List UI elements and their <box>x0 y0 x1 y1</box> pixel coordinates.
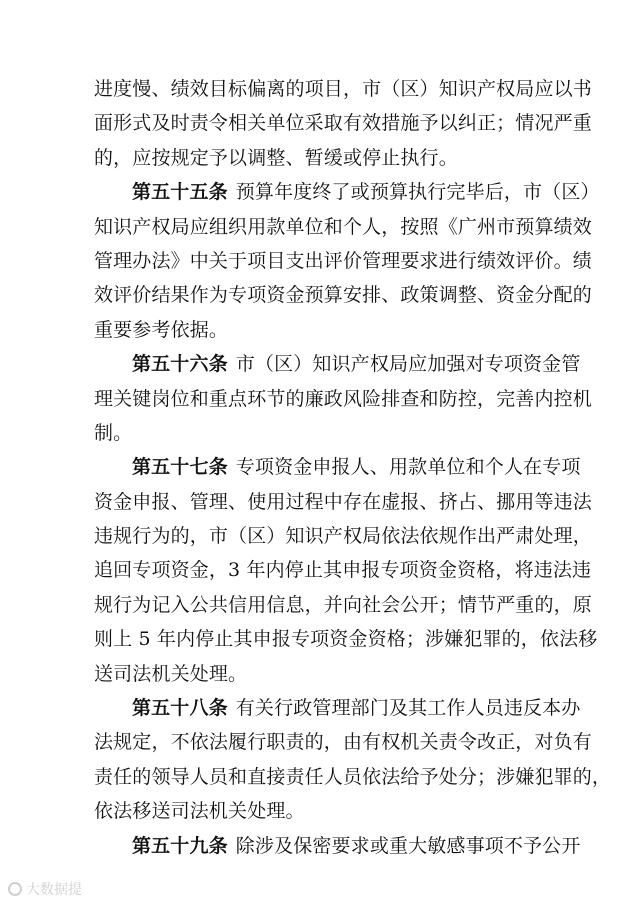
line-text: 责任的领导人员和直接责任人员依法给予处分；涉嫌犯罪的， <box>94 765 612 788</box>
line-text: 市（区）知识产权局应加强对专项资金管 <box>235 353 581 376</box>
article-first-line <box>94 347 581 381</box>
article-number: 第五十六条 <box>132 353 228 376</box>
text-line <box>94 278 592 312</box>
line-text: 追回专项资金，3 年内停止其申报专项资金资格，将违法违 <box>94 559 592 582</box>
line-text: 重要参考依据。 <box>94 318 229 341</box>
line-text: 理关键岗位和重点环节的廉政风险排查和防控，完善内控机 <box>94 387 592 410</box>
article-number: 第五十五条 <box>132 181 228 204</box>
line-text: 有关行政管理部门及其工作人员违反本办 <box>235 697 581 720</box>
line-text: 预算年度终了或预算执行完毕后，市（区） <box>235 181 600 204</box>
text-line <box>94 244 592 278</box>
line-text: 资金申报、管理、使用过程中存在虚报、挤占、挪用等违法 <box>94 490 592 513</box>
line-text: 的，应按规定予以调整、暂缓或停止执行。 <box>94 146 458 169</box>
watermark-logo-icon <box>8 882 22 896</box>
text-line <box>94 72 592 106</box>
article-first-line <box>94 450 581 484</box>
line-text: 法规定，不依法履行职责的，由有权机关责令改正，对负有 <box>94 731 592 754</box>
article-first-line <box>94 829 581 863</box>
text-line <box>94 794 554 828</box>
line-text: 专项资金申报人、用款单位和个人在专项 <box>235 456 581 479</box>
watermark-text: 大数据提 <box>26 882 82 898</box>
line-text: 违规行为的，市（区）知识产权局依法依规作出严肃处理， <box>94 525 592 548</box>
text-line <box>94 760 612 794</box>
text-line <box>94 519 592 553</box>
line-text: 知识产权局应组织用款单位和个人，按照《广州市预算绩效 <box>94 215 592 238</box>
article-number: 第五十七条 <box>132 456 228 479</box>
text-line <box>94 106 592 140</box>
text-line <box>94 725 592 759</box>
line-text: 效评价结果作为专项资金预算安排、政策调整、资金分配的 <box>94 284 592 307</box>
line-text: 依法移送司法机关处理。 <box>94 800 305 823</box>
text-line <box>94 588 592 622</box>
line-text: 则上 5 年内停止其申报专项资金资格；涉嫌犯罪的，依法移 <box>94 628 598 651</box>
line-text: 管理办法》中关于项目支出评价管理要求进行绩效评价。绩 <box>94 249 592 272</box>
text-line <box>94 416 554 450</box>
text-line <box>94 382 592 416</box>
article-first-line <box>94 691 581 725</box>
article-number: 第五十八条 <box>132 697 228 720</box>
text-line <box>94 657 554 691</box>
line-text: 进度慢、绩效目标偏离的项目，市（区）知识产权局应以书 <box>94 78 592 100</box>
line-text: 规行为记入公共信用信息，并向社会公开；情节严重的，原 <box>94 593 592 616</box>
line-text: 面形式及时责令相关单位采取有效措施予以纠正；情况严重 <box>94 112 592 135</box>
text-line <box>94 141 554 175</box>
watermark <box>8 879 82 899</box>
text-line <box>94 210 592 244</box>
text-line <box>94 313 554 347</box>
text-line <box>94 485 592 519</box>
text-line <box>94 553 592 587</box>
text-line <box>94 622 598 656</box>
line-text: 制。 <box>94 421 133 444</box>
article-first-line <box>94 175 600 209</box>
line-text: 送司法机关处理。 <box>94 662 248 685</box>
article-number: 第五十九条 <box>132 834 228 857</box>
document-page <box>94 72 612 863</box>
line-text: 除涉及保密要求或重大敏感事项不予公开 <box>235 834 581 857</box>
